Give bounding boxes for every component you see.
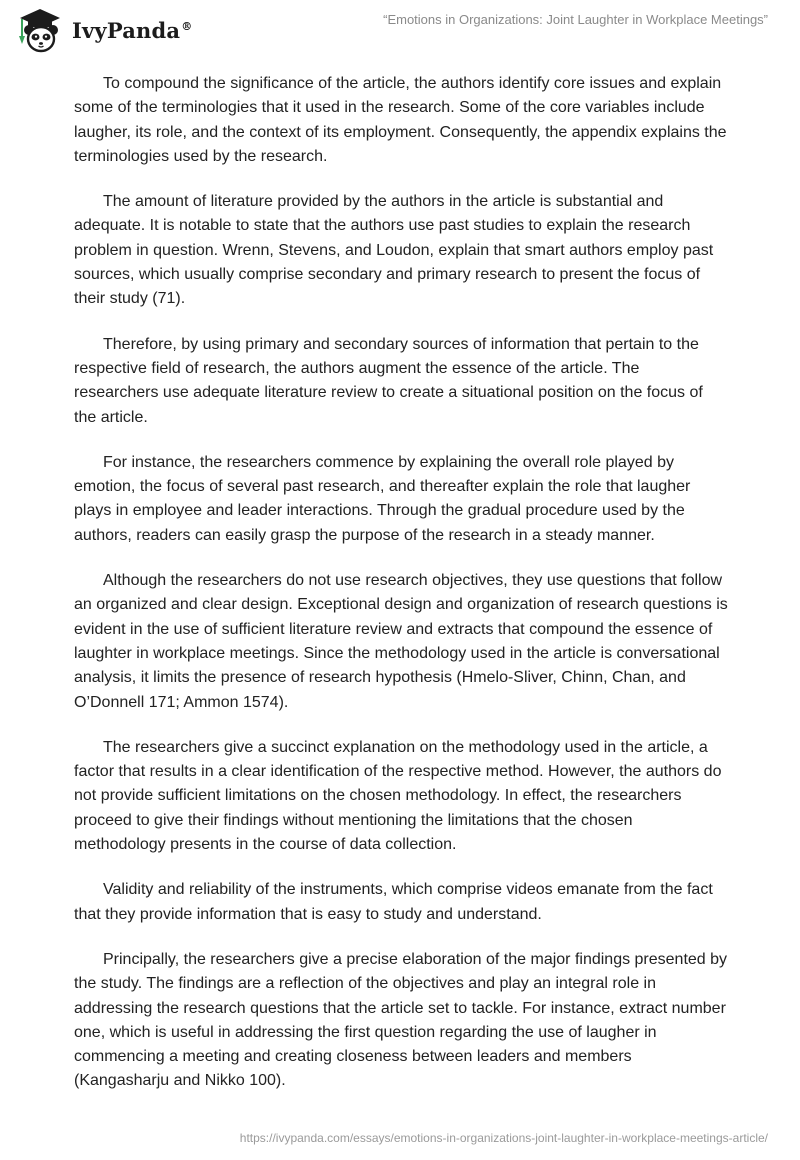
registered-mark: ® [181, 19, 193, 33]
paragraph: To compound the significance of the article, the authors identify core issues and explain some of the terminologies that it used in the research. Some of the core variables include laugher, its role, and the context of its employment. Consequently, the appendix explains the terminologies used by the research. [74, 75, 727, 165]
brand-name-text: IvyPanda [72, 17, 181, 43]
paragraph: Validity and reliability of the instruments, which comprise videos emanate from the fact that they provide information that is easy to study and understand. [74, 881, 713, 923]
paragraph: The researchers give a succinct explanation on the methodology used in the article, a factor that results in a clear identification of the respective method. However, the authors do not provide sufficient limitations on the chosen methodology. In effect, the researchers proceed to give their findings without mentioning the limitations that the chosen methodology presents in the course of data collection. [74, 738, 722, 854]
article-body [74, 72, 728, 1115]
panda-graduation-cap-icon [14, 6, 66, 54]
paragraph: Therefore, by using primary and secondary sources of information that pertain to the respective field of research, the authors augment the essence of the article. The researchers use adequate literature review to create a situational position on the focus of the article. [74, 335, 703, 426]
paragraph: Although the researchers do not use research objectives, they use questions that follow an organized and clear design. Exceptional design and organization of research questions is evident in the use of sufficient literature review and extracts that compound the essence of laughter in workplace meetings. Since the methodology used in the article is conversational analysis, it limits the presence of research hypothesis (Hmelo-Sliver, Chinn, Chan, and O’Donnell 171; Ammon 1574). [74, 572, 728, 711]
document-title: “Emotions in Organizations: Joint Laughter in Workplace Meetings” [383, 12, 768, 27]
paragraph: Principally, the researchers give a precise elaboration of the major findings presented by the study. The findings are a reflection of the objectives and play an integral role in addressing the research questions that the article set to tackle. For instance, extract number one, which is useful in addressing the first question regarding the use of laugher in commencing a meeting and creating closeness between leaders and members (Kangasharju and Nikko 100). [74, 950, 728, 1090]
source-url-link[interactable]: https://ivypanda.com/essays/emotions-in-organizations-joint-laughter-in-workplace-meetings-article/ [239, 1131, 768, 1145]
brand-name [72, 18, 192, 43]
paragraph: For instance, the researchers commence by explaining the overall role played by emotion, the focus of several past research, and thereafter explain the role that laugher plays in employee and leader interactions. Through the gradual procedure used by the authors, readers can easily grasp the purpose of the research in a steady manner. [74, 453, 691, 544]
logo[interactable] [14, 6, 192, 54]
paragraph: The amount of literature provided by the authors in the article is substantial and adequate. It is notable to state that the authors use past studies to explain the research problem in question. Wrenn, Stevens, and Loudon, explain that smart authors employ past sources, which usually comprise secondary and primary research to present the focus of their study (71). [74, 193, 714, 308]
page-header [0, 0, 800, 60]
